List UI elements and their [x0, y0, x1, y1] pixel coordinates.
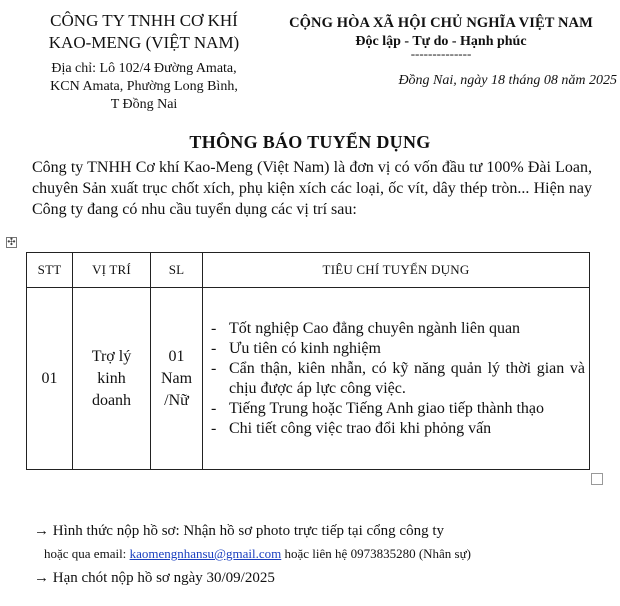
company-name-line-2: KAO-MENG (VIỆT NAM)	[48, 33, 240, 52]
email-prefix: hoặc qua email:	[44, 546, 130, 561]
address-line-1: Địa chỉ: Lô 102/4 Đường Amata,	[51, 61, 237, 76]
quantity-line-3: /Nữ	[164, 391, 189, 409]
header-stt: STT	[27, 253, 73, 288]
position-line-2: kinh	[97, 369, 126, 387]
republic-heading: CỘNG HÒA XÃ HỘI CHỦ NGHĨA VIỆT NAM	[289, 15, 593, 31]
criteria-item: - Chi tiết công việc trao đổi khi phỏng vấn	[209, 419, 585, 439]
company-name-line-1: CÔNG TY TNHH CƠ KHÍ	[50, 11, 238, 30]
intro-paragraph: Công ty TNHH Cơ khí Kao-Meng (Việt Nam) là đơn vị có vốn đầu tư 100% Đài Loan, chuyên Sản xuất trục chốt xích, phụ kiện xích các loại, ốc vít, dây thép tròn... Hiện nay Công ty đang có nhu cầu tuyển dụng các vị trí sau:	[32, 159, 592, 218]
table-row	[27, 288, 590, 470]
header-quantity: SL	[151, 253, 203, 288]
address-line-2: KCN Amata, Phường Long Bình,	[50, 79, 238, 94]
cell-criteria	[203, 288, 590, 470]
table-resize-handle[interactable]	[591, 473, 603, 485]
cell-stt: 01	[27, 288, 73, 470]
phone-contact: hoặc liên hệ 0973835280 (Nhân sự)	[281, 546, 471, 561]
criteria-item: - Cẩn thận, kiên nhẫn, có kỹ năng quản lý thời gian và chịu được áp lực công việc.	[209, 359, 585, 399]
quantity-line-1: 01	[168, 347, 185, 365]
company-name	[28, 10, 260, 54]
company-address	[28, 60, 260, 114]
criteria-list	[209, 319, 585, 439]
table-move-handle-icon[interactable]: ✣	[7, 237, 16, 248]
address-line-3: T Đồng Nai	[110, 97, 178, 112]
criteria-item: - Tốt nghiệp Cao đẳng chuyên ngành liên quan	[209, 319, 585, 339]
motto-divider: --------------	[410, 46, 472, 61]
document-dateline: Đồng Nai, ngày 18 tháng 08 năm 2025	[398, 73, 617, 88]
national-motto: Độc lập - Tự do - Hạnh phúc	[355, 34, 527, 49]
cell-quantity	[151, 288, 203, 470]
email-link[interactable]: kaomengnhansu@gmail.com	[129, 546, 282, 561]
criteria-item: - Ưu tiên có kinh nghiệm	[209, 339, 585, 359]
table-header-row	[27, 253, 590, 288]
document-title: THÔNG BÁO TUYỂN DỤNG	[189, 132, 431, 152]
criteria-item: - Tiếng Trung hoặc Tiếng Anh giao tiếp thành thạo	[209, 399, 585, 419]
position-line-1: Trợ lý	[91, 347, 132, 365]
deadline-note: → Hạn chót nộp hồ sơ ngày 30/09/2025	[34, 570, 275, 586]
position-line-3: doanh	[91, 391, 132, 409]
submit-method-note: → Hình thức nộp hồ sơ: Nhận hồ sơ photo trực tiếp tại cổng công ty	[34, 523, 444, 539]
header-criteria: TIÊU CHÍ TUYỂN DỤNG	[203, 253, 590, 288]
recruitment-table	[26, 252, 590, 470]
cell-position	[73, 288, 151, 470]
quantity-line-2: Nam	[160, 369, 193, 387]
email-contact-note	[44, 545, 604, 563]
header-position: VỊ TRÍ	[73, 253, 151, 288]
